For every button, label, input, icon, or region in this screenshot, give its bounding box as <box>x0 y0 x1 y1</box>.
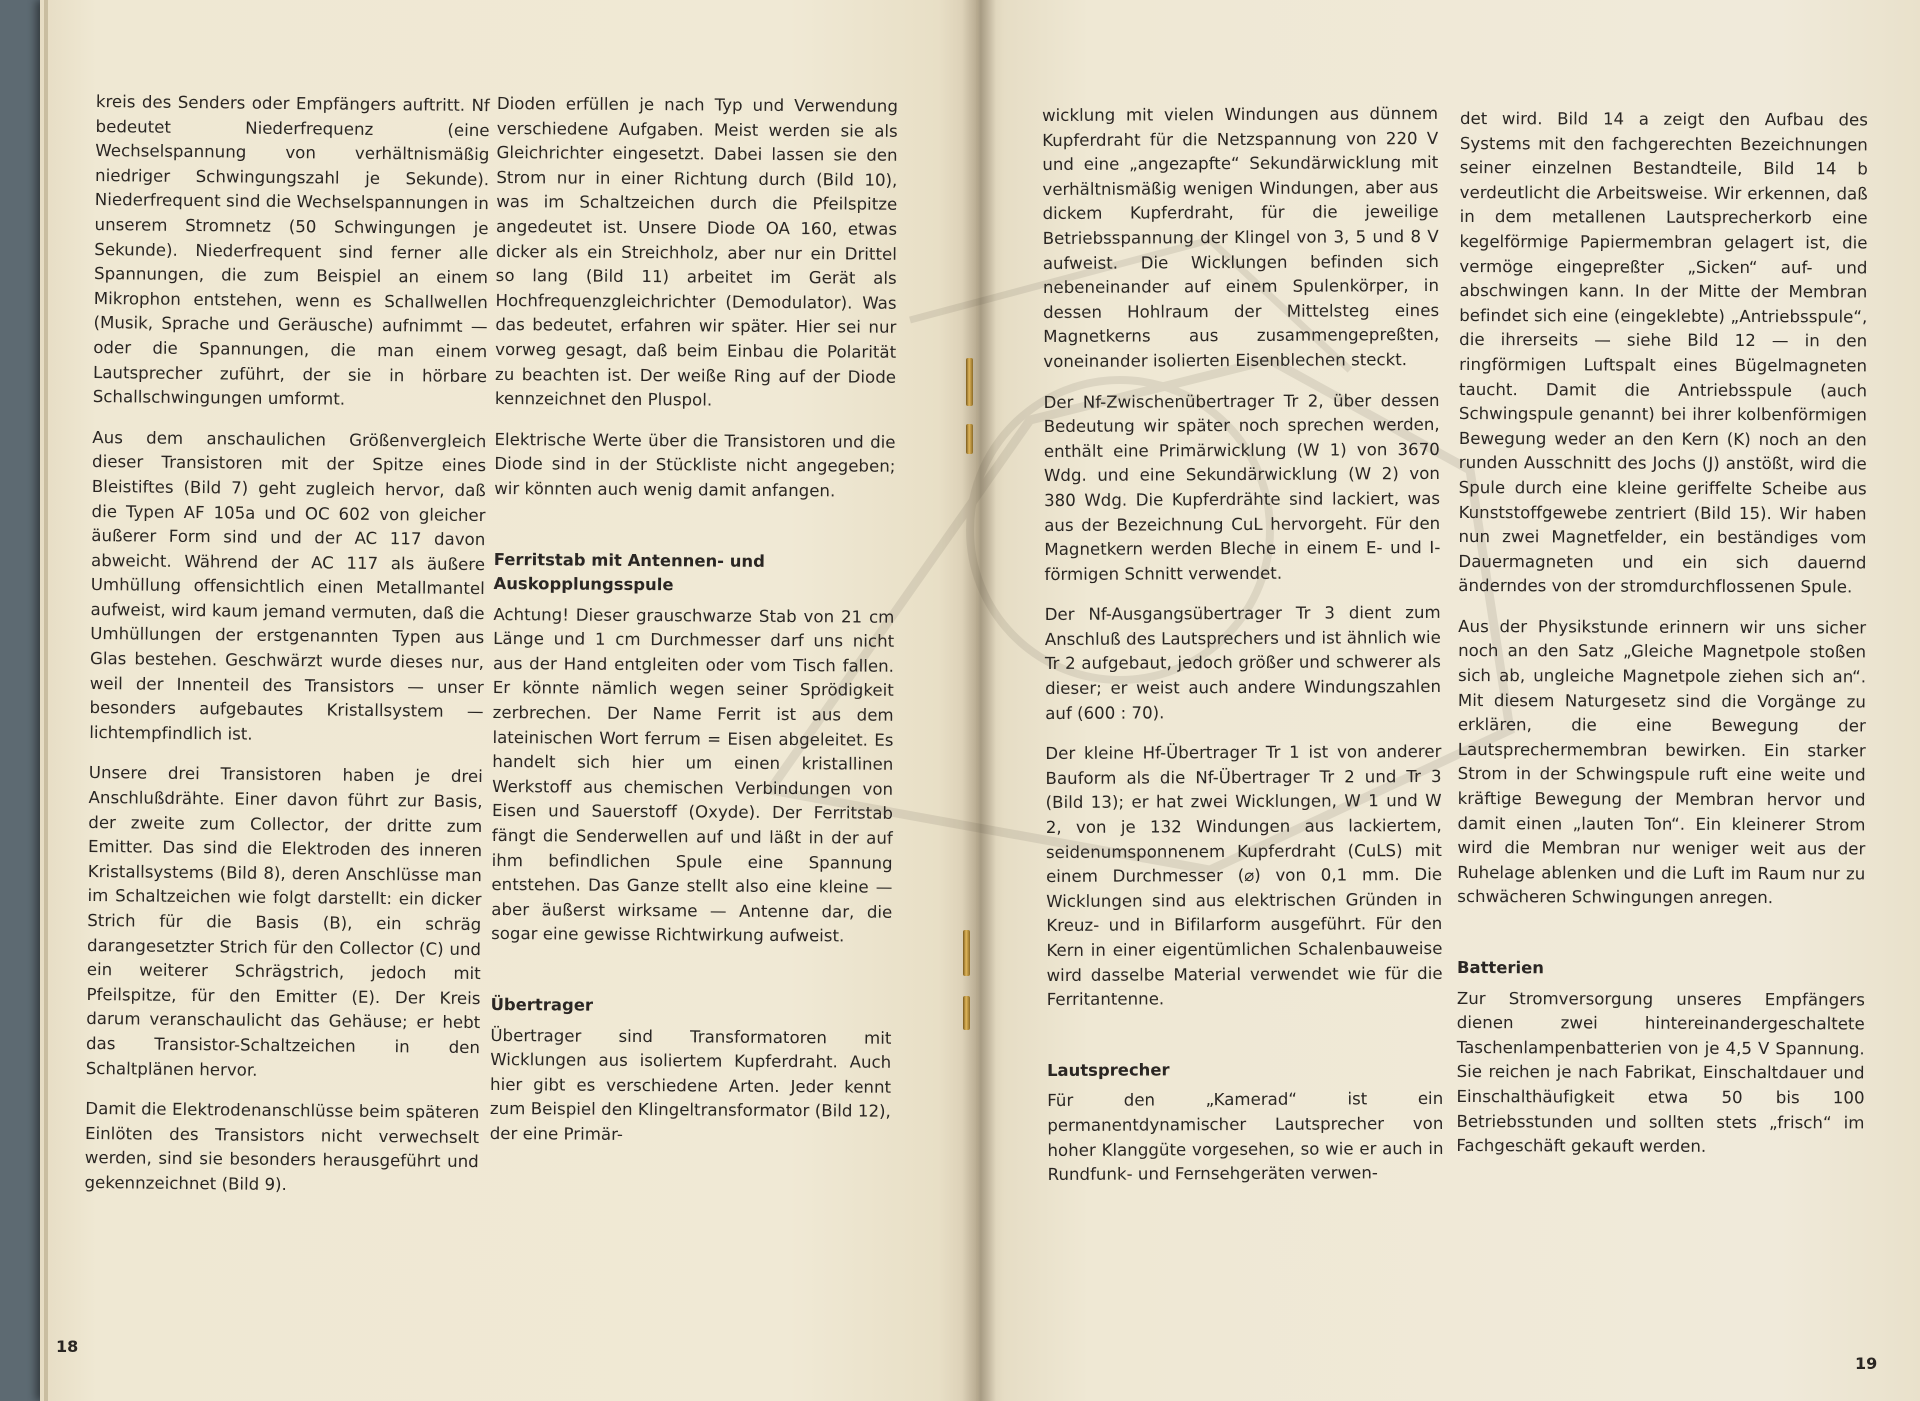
paragraph: Der Nf-Zwischenübertrager Tr 2, über dessen Bedeutung wir später noch sprechen werden, enthält eine Primärwicklung (W 1) von 3670 Wdg. und eine Sekundärwicklung (W 2) von 380 Wdg. Die Kupferdrähte sind lackiert, was aus der Bezeichnung CuL hervorgeht. Für den Magnetkern werden Bleche in einem E- und I-förmigen Schnitt verwendet. <box>1043 390 1441 584</box>
paragraph: Achtung! Dieser grauschwarze Stab von 21 cm Länge und 1 cm Durchmesser darf uns nicht aus der Hand entgleiten oder vom Tisch fallen. Er könnte nämlich wegen seiner Sprödigkeit zerbrechen. Der Name Ferrit ist aus dem lateinischen Wort ferrum = Eisen abgeleitet. Es handelt sich hier um einen kristallinen Werkstoff aus chemischen Verbindungen von Eisen und Sauerstoff (Oxyde). Der Ferritstab fängt die Senderwellen auf und läßt in der auf ihm befindlichen Spule eine Spannung entstehen. Das Ganze stellt also eine kleine — aber äußerst wirksame — Antenne dar, die sogar eine gewisse Richtwirkung aufweist. <box>491 604 895 946</box>
text-column-1 <box>84 90 490 1216</box>
section-heading-batterien: Batterien <box>1456 957 1545 978</box>
paragraph: Aus dem anschaulichen Größenvergleich dieser Transistoren mit der Spitze eines Bleistiftes (Bild 7) geht zugleich hervor, daß die Typen AF 105a und OC 602 von gleicher äußerer Form sind und der AC 117 davon abweicht. Während der AC 117 als äußere Umhüllung offensichtlich einen Metallmantel aufweist, wird kaum jemand vermuten, daß die Umhüllungen der erstgenannten Typen aus Glas bestehen. Geschwärzt wurde dieses nur, weil der Innenteil des Transistors — unser besonders aufgebautes Kristallsystem — lichtempfindlich ist. <box>89 427 487 744</box>
section-heading-lautsprecher: Lautsprecher <box>1047 1060 1170 1080</box>
paragraph: Aus der Physikstunde erinnern wir uns sicher noch an den Satz „Gleiche Magnetpole stoßen sich ab, ungleiche Magnetpole ziehen sich an“. Mit diesem Naturgesetz sind die Vorgänge zu erklären, die eine Bewegung der Lautsprechermembran bewirken. Ein starker Strom in der Schwingspule ruft eine weite und kräftige Bewegung der Membran hervor und damit einen „lauten Ton“. Ein kleinerer Strom wird die Membran nur weniger weit aus der Ruhelage ablenken und die Luft im Raum nur zu schwächeren Schwingungen anregen. <box>1457 616 1867 908</box>
page-number-left: 18 <box>56 1337 79 1356</box>
page-number-right: 19 <box>1855 1354 1878 1373</box>
paragraph: Zur Stromversorgung unseres Empfängers dienen zwei hintereinandergeschaltete Taschenlampenbatterien von je 4,5 V Spannung. Sie reichen je nach Fabrikat, Einschaltdauer und Einschalthäufigkeit etwa 50 bis 100 Betriebsstunden und sollten stets „frisch“ im Fachgeschäft gekauft werden. <box>1456 988 1865 1157</box>
staple-top <box>966 358 973 406</box>
paragraph: Für den „Kamerad“ ist ein permanentdynamischer Lautsprecher von hoher Klanggüte vorgesehen, so wie er auch in Rundfunk- und Fernsehgeräten verwen- <box>1047 1089 1444 1185</box>
paragraph: Dioden erfüllen je nach Typ und Verwendung verschiedene Aufgaben. Meist werden sie als Gleichrichter eingesetzt. Dabei lassen sie den Strom nur in einer Richtung durch (Bild 10), was im Schaltzeichen durch die Pfeilspitze angedeutet ist. Unsere Diode OA 160, etwas dicker als ein Streichholz, aber nur ein Drittel so lang (Bild 11) arbeitet im Gerät als Hochfrequenzgleichrichter (Demodulator). Was das bedeutet, erfahren wir später. Hier sei nur vorweg gesagt, daß beim Einbau die Polarität zu beachten ist. Der weiße Ring auf der Diode kennzeichnet den Pluspol. <box>494 93 898 410</box>
section-heading-uebertrager: Übertrager <box>490 994 594 1015</box>
staple-bottom-end <box>963 996 970 1030</box>
text-column-4 <box>1456 107 1868 1176</box>
paragraph: Elektrische Werte über die Transistoren und die Diode sind in der Stückliste nicht angegeben; wir könnten auch wenig damit anfangen. <box>494 429 896 501</box>
text-column-3 <box>1042 102 1444 1204</box>
paragraph: Unsere drei Transistoren haben je drei Anschlußdrähte. Einer davon führt zur Basis, der zweite zum Collector, der dritte zum Emitter. Das sind die Elektroden des inneren Kristallsystems (Bild 8), deren Anschlüsse man im Schaltzeichen wie folgt darstellt: ein dicker Strich für die Basis (B), ein schräg darangesetzter Strich für den Collector (C) und ein weiterer Schrägstrich, jedoch mit Pfeilspitze, für den Emitter (E). Der Kreis darum veranschaulicht das Gehäuse; er hebt das Transistor-Schaltzeichen in den Schaltplänen hervor. <box>85 763 483 1080</box>
paragraph: Der kleine Hf-Übertrager Tr 1 ist von anderer Bauform als die Nf-Übertrager Tr 2 und Tr 3 (Bild 13); er hat zwei Wicklungen, W 1 und W 2, von je 132 Windungen aus lackiertem, seidenumsponnenem Kupferdraht (CuLS) mit einem Durchmesser (⌀) von 0,1 mm. Die Wicklungen sind aus elektrischen Gründen in Kreuz- und in Bifilarform ausgeführt. Für den Kern in einer eigentümlichen Schalenbauweise wird dasselbe Material verwendet wie für die Ferritantenne. <box>1045 742 1443 1010</box>
paragraph: kreis des Senders oder Empfängers auftritt. Nf bedeutet Niederfrequenz (eine Wechselspannung von verhältnismäßig niedriger Schwingungszahl je Sekunde). Niederfrequent sind die Wechselspannungen in unserem Stromnetz (50 Schwingungen je Sekunde). Niederfrequent sind ferner alle Spannungen, die zum Beispiel an einem Mikrophon entstehen, wenn es Schallwellen (Musik, Sprache und Geräusche) aufnimmt — oder die Spannungen, die man einem Lautsprecher zuführt, der sie in hörbare Schallschwingungen umformt. <box>92 91 490 409</box>
spine-fold <box>962 0 996 1401</box>
paragraph: Der Nf-Ausgangsübertrager Tr 3 dient zum Anschluß des Lautsprechers und ist ähnlich wie Tr 2 aufgebaut, jedoch größer und schwerer als dieser; er weist auch andere Windungszahlen auf (600 : 70). <box>1044 603 1442 723</box>
paragraph: det wird. Bild 14 a zeigt den Aufbau des Systems mit den fachgerechten Bezeichnungen seiner einzelnen Bestandteile, Bild 14 b verdeutlicht die Arbeitsweise. Wir erkennen, daß in dem metallenen Lautsprecherkorb eine kegelförmige Papiermembran gelagert ist, die vermöge eingepreßter „Sicken“ auf- und abschwingen kann. In der Mitte der Membran befindet sich eine (eingeklebte) „Antriebsspule“, die ihrerseits — siehe Bild 12 — in den ringförmigen Luftspalt eines Bügelmagneten taucht. Damit die Antriebsspule (auch Schwingspule genannt) bei ihrer kolbenförmigen Bewegung weder an den Kern (K) noch an den runden Ausschnitt des Jochs (J) anstößt, wird die Spule durch eine kleine geriffelte Scheibe aus Kunststoffgewebe zentriert (Bild 15). Wir haben nun zwei Magnetfelder, ein beständiges vom Dauermagneten und ein sich dauernd änderndes von der stromdurchflossenen Spule. <box>1458 108 1868 597</box>
staple-bottom <box>963 930 970 976</box>
paragraph: Damit die Elektrodenanschlüsse beim späteren Einlöten des Transistors nicht verwechselt werden, sind sie besonders herausgeführt und gekennzeichnet (Bild 9). <box>84 1099 480 1194</box>
text-column-2 <box>490 92 898 1165</box>
page-edge <box>44 0 48 1401</box>
section-heading-ferritstab: Ferritstab mit Antennen- und Auskopplungsspule <box>493 549 765 595</box>
paragraph: wicklung mit vielen Windungen aus dünnem Kupferdraht für die Netzspannung von 220 V und eine „angezapfte“ Sekundärwicklung mit verhältnismäßig wenigen Windungen, aber aus dickem Kupferdraht, für die jeweilige Betriebsspannung der Klingel von 3, 5 und 8 V aufweist. Die Wicklungen befinden sich nebeneinander auf einem Spulenkörper, in dessen Hohlraum der Mittelsteg eines Magnetkerns aus zusammengepreßten, voneinander isolierten Eisenblechen steckt. <box>1042 103 1440 371</box>
staple-top-end <box>966 424 973 454</box>
paragraph: Übertrager sind Transformatoren mit Wicklungen aus isoliertem Kupferdraht. Auch hier gibt es verschiedene Arten. Jeder kennt zum Beispiel den Klingeltransformator (Bild 12), der eine Primär- <box>489 1025 892 1144</box>
